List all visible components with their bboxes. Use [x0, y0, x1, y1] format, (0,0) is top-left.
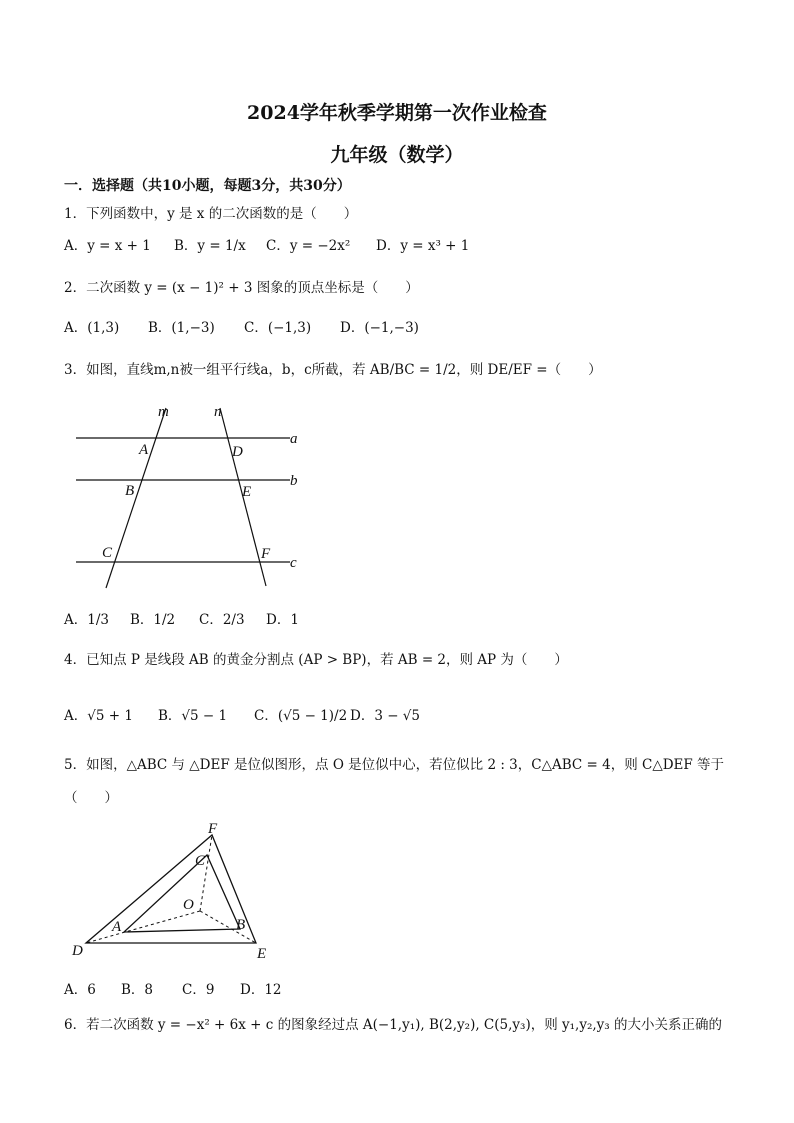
page-subtitle: 九年级（数学） [330, 144, 464, 166]
label-m: m [158, 404, 169, 420]
question-5-bracket: （ ） [64, 790, 118, 806]
question-5-stem: 5．如图，△ABC 与 △DEF 是位似图形，点 O 是位似中心，若位似比 2 : 3，C△ABC = 4，则 C△DEF 等于 [64, 757, 725, 773]
question-4-option-d: D．3 − √5 [350, 708, 420, 724]
question-5-option-a: A．6 [64, 982, 96, 998]
label-n: n [214, 404, 222, 420]
question-5-figure [64, 815, 284, 965]
dash-OF [200, 835, 212, 911]
question-4-option-c: C．(√5 − 1)/2 [254, 708, 348, 724]
triangle-ABC [124, 855, 240, 932]
question-3-option-b: B．1/2 [130, 612, 176, 628]
question-6-stem: 6．若二次函数 y = −x² + 6x + c 的图象经过点 A(−1,y₁), B(2,y₂), C(5,y₃)，则 y₁,y₂,y₃ 的大小关系正确的 [64, 1017, 722, 1033]
label-c: c [290, 555, 297, 571]
label-C: C [195, 853, 206, 869]
question-4-option-b: B．√5 − 1 [158, 708, 228, 724]
question-5-option-c: C．9 [182, 982, 215, 998]
question-1-option-a: A．y = x + 1 [64, 238, 151, 254]
question-4-stem: 4．已知点 P 是线段 AB 的黄金分割点 (AP > BP)，若 AB = 2，则 AP 为（ ） [64, 652, 568, 668]
question-3-figure [60, 398, 320, 594]
label-F: F [208, 821, 218, 837]
question-3-option-d: D．1 [266, 612, 299, 628]
section-heading: 一．选择题（共10小题，每题3分，共30分） [64, 178, 351, 194]
question-1-option-b: B．y = 1/x [174, 238, 246, 254]
label-A: A [139, 442, 149, 458]
question-2-option-b: B．(1,−3) [148, 320, 215, 336]
dash-OE [200, 911, 256, 943]
label-E: E [242, 484, 252, 500]
question-3-option-c: C．2/3 [199, 612, 245, 628]
label-B: B [125, 483, 135, 499]
label-O: O [183, 897, 194, 913]
line-m [106, 408, 166, 588]
question-1-option-c: C．y = −2x² [266, 238, 351, 254]
label-b: b [290, 473, 298, 489]
question-2-stem: 2．二次函数 y = (x − 1)² + 3 图象的顶点坐标是（ ） [64, 280, 419, 296]
question-4-option-a: A．√5 + 1 [64, 708, 133, 724]
label-a: a [290, 431, 298, 447]
label-B: B [236, 917, 246, 933]
question-5-option-b: B．8 [121, 982, 154, 998]
question-5-option-d: D．12 [240, 982, 282, 998]
page-title: 2024学年秋季学期第一次作业检查 [247, 102, 547, 124]
question-1-option-d: D．y = x³ + 1 [376, 238, 470, 254]
label-A: A [112, 919, 122, 935]
label-D: D [72, 943, 83, 959]
question-2-option-c: C．(−1,3) [244, 320, 312, 336]
question-2-option-d: D．(−1,−3) [340, 320, 419, 336]
label-D: D [232, 444, 243, 460]
question-3-stem: 3．如图，直线m,n被一组平行线a，b，c所截，若 AB/BC = 1/2，则 DE/EF =（ ） [64, 362, 602, 378]
label-F: F [261, 546, 271, 562]
question-1-stem: 1．下列函数中，y 是 x 的二次函数的是（ ） [64, 206, 358, 222]
label-C: C [102, 545, 113, 561]
dash-OD [86, 911, 200, 943]
question-2-option-a: A．(1,3) [64, 320, 120, 336]
label-E: E [257, 946, 267, 962]
question-3-option-a: A．1/3 [64, 612, 109, 628]
